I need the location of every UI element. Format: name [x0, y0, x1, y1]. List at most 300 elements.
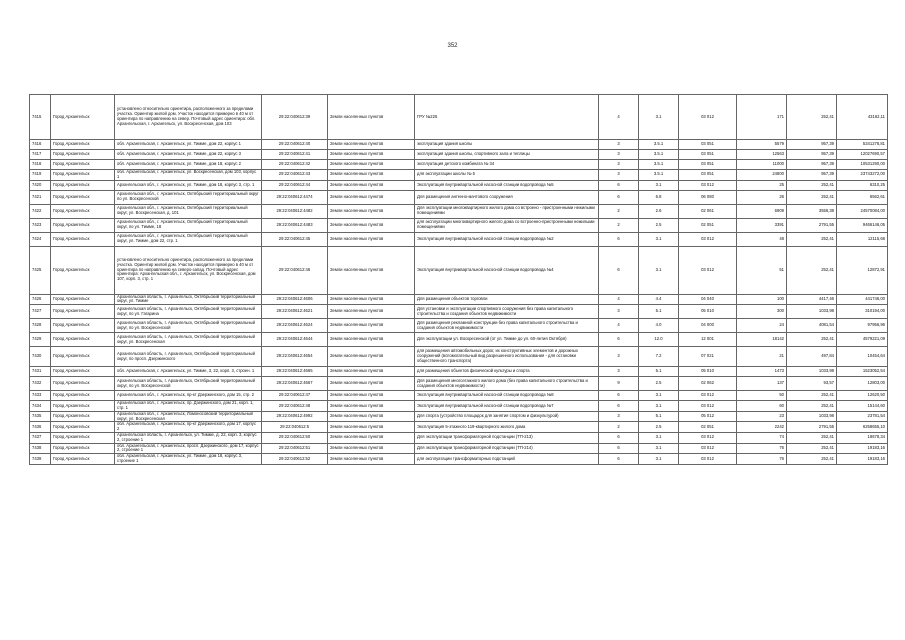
table-row: [30, 305, 888, 319]
specific-value-cell: 4417,46: [787, 294, 837, 305]
classifier-code-cell: 12 001: [679, 333, 737, 347]
address-cell: Архангельская область, г. Архангельск, Октябрьский территориальный округ, по ул. Воскресенской: [115, 377, 262, 391]
cadastral-number-cell: 29:22:040612:42: [262, 160, 328, 170]
use-code-cell: 3.1: [639, 443, 679, 454]
address-cell: Архангельская область, г. Архангельск, Октябрьский территориальный округ, ул. Воскресенская: [115, 333, 262, 347]
cadastral-value-cell: 5341278,81: [837, 140, 888, 150]
locality-cell: Город Архангельск: [51, 347, 115, 367]
use-code-cell: 12.0: [639, 333, 679, 347]
group-code-cell: 3: [599, 160, 639, 170]
cadastral-value-cell: 4579221,09: [837, 333, 888, 347]
area-cell: 18142: [737, 333, 787, 347]
use-code-cell: 7.2: [639, 347, 679, 367]
area-cell: 76: [737, 443, 787, 454]
specific-value-cell: 252,41: [787, 443, 837, 454]
cadastral-value-cell: 23781,54: [837, 411, 888, 422]
land-category-cell: Земли населенных пунктов: [328, 294, 415, 305]
area-cell: 21: [737, 347, 787, 367]
permitted-use-cell: для размещения автомобильных дорог, их конструктивных элементов и дорожных сооружений (вспомогательный вид разрешенного использования - для остановки общественного транспорта): [415, 347, 599, 367]
address-cell: обл. Архангельская, г. Архангельск, ул. Тимме, дом 22, корпус 3: [115, 150, 262, 160]
classifier-code-cell: 04 040: [679, 294, 737, 305]
record-number: 7430: [30, 347, 51, 367]
area-cell: 1473: [737, 367, 787, 377]
land-category-cell: Земли населенных пунктов: [328, 367, 415, 377]
classifier-code-cell: 05 012: [679, 411, 737, 422]
record-number: 7431: [30, 367, 51, 377]
table-row: [30, 333, 888, 347]
cadastral-value-cell: 6310,25: [837, 180, 888, 190]
specific-value-cell: 252,41: [787, 454, 837, 465]
address-cell: Архангельская обл., г. Архангельск, Октябрьский территориальный округ, ул. Тимме, дом 22, стр. 1: [115, 232, 262, 246]
table-row: [30, 294, 888, 305]
locality-cell: Город Архангельск: [51, 367, 115, 377]
cadastral-value-cell: 97956,96: [837, 319, 888, 333]
land-category-cell: Земли населенных пунктов: [328, 305, 415, 319]
cadastral-number-cell: 29:22:040612:4665: [262, 367, 328, 377]
permitted-use-cell: Эксплуатация внутриквартальной насосной станции водопровода №4: [415, 246, 599, 294]
cadastral-number-cell: 29:22:040612:52: [262, 454, 328, 465]
permitted-use-cell: Для эксплуатации трансформаторной подстанции (ТП-214): [415, 443, 599, 454]
specific-value-cell: 252,41: [787, 432, 837, 443]
classifier-code-cell: 07 021: [679, 347, 737, 367]
cadastral-number-cell: 29:22:040612:40: [262, 140, 328, 150]
table-row: [30, 422, 888, 433]
cadastral-value-cell: 12803,00: [837, 377, 888, 391]
address-cell: Архангельская область, г. Архангельск, Октябрьский территориальный округ, ул. Тимме: [115, 294, 262, 305]
record-number: 7432: [30, 377, 51, 391]
cadastral-value-cell: 12872,91: [837, 246, 888, 294]
address-cell: Архангельская область, г. Архангельск, Октябрьский территориальный округ, по просп. Дзержинского: [115, 347, 262, 367]
specific-value-cell: 4081,54: [787, 319, 837, 333]
classifier-code-cell: 03 012: [679, 454, 737, 465]
locality-cell: Город Архангельск: [51, 377, 115, 391]
area-cell: 3391: [737, 218, 787, 232]
use-code-cell: 2.5: [639, 377, 679, 391]
area-cell: 74: [737, 432, 787, 443]
classifier-code-cell: 03 051: [679, 140, 737, 150]
permitted-use-cell: Для эксплуатации трансформаторной подстанции (ТП-213): [415, 432, 599, 443]
specific-value-cell: 1033,98: [787, 411, 837, 422]
specific-value-cell: 252,41: [787, 246, 837, 294]
land-category-cell: Земли населенных пунктов: [328, 454, 415, 465]
cadastral-number-cell: 29:22:040612:46: [262, 246, 328, 294]
locality-cell: Город Архангельск: [51, 190, 115, 204]
address-cell: обл. Архангельская, г. Архангельск, пр-кт Дзержинского, дом 17, корпус 2: [115, 422, 262, 433]
permitted-use-cell: Для размещения рекламной конструкции без права капитального строительства и создания объектов недвижимости: [415, 319, 599, 333]
permitted-use-cell: эксплуатация детского комбината № 34: [415, 160, 599, 170]
specific-value-cell: 252,41: [787, 401, 837, 412]
address-cell: обл. Архангельская, г. Архангельск, ул. Тимме, дом 18, корпус 3, строение 1: [115, 454, 262, 465]
record-number: 7438: [30, 443, 51, 454]
permitted-use-cell: Эксплуатация внутриквартальной насосной станции водопровода №7: [415, 401, 599, 412]
use-code-cell: 4.4: [639, 294, 679, 305]
land-category-cell: Земли населенных пунктов: [328, 391, 415, 401]
area-cell: 24800: [737, 170, 787, 181]
use-code-cell: 3.1: [639, 95, 679, 140]
classifier-code-cell: 02 051: [679, 422, 737, 433]
record-number: 7424: [30, 232, 51, 246]
cadastral-value-cell: 43162,11: [837, 95, 888, 140]
group-code-cell: 6: [599, 432, 639, 443]
locality-cell: Город Архангельск: [51, 140, 115, 150]
classifier-code-cell: 03 012: [679, 246, 737, 294]
specific-value-cell: 957,39: [787, 170, 837, 181]
locality-cell: Город Архангельск: [51, 391, 115, 401]
land-category-cell: Земли населенных пунктов: [328, 190, 415, 204]
group-code-cell: 2: [599, 218, 639, 232]
table-row: [30, 140, 888, 150]
classifier-code-cell: 03 051: [679, 170, 737, 181]
table-row: [30, 367, 888, 377]
address-cell: обл. Архангельская, г. Архангельск, ул. Воскресенская, дом 103, корпус 1: [115, 170, 262, 181]
locality-cell: Город Архангельск: [51, 150, 115, 160]
permitted-use-cell: Для эксплуатации многоквартирного жилого дома со встроено - пристроенными нежилыми помещениями: [415, 204, 599, 218]
locality-cell: Город Архангельск: [51, 305, 115, 319]
cadastral-number-cell: 29:22:040612:43: [262, 170, 328, 181]
land-category-cell: Земли населенных пунктов: [328, 140, 415, 150]
cadastral-number-cell: 29:22:040612:4482: [262, 204, 328, 218]
cadastral-number-cell: 29:22:040612:45: [262, 232, 328, 246]
land-category-cell: Земли населенных пунктов: [328, 411, 415, 422]
specific-value-cell: 1033,98: [787, 305, 837, 319]
permitted-use-cell: Для установки и эксплуатации спортивного сооружения без права капитального строительства и создания объектов недвижимости: [415, 305, 599, 319]
area-cell: 25: [737, 180, 787, 190]
area-cell: 23: [737, 411, 787, 422]
use-code-cell: 3.5.1: [639, 170, 679, 181]
table-row: [30, 347, 888, 367]
specific-value-cell: 957,39: [787, 150, 837, 160]
record-number: 7421: [30, 190, 51, 204]
specific-value-cell: 252,41: [787, 95, 837, 140]
cadastral-number-cell: 29:22:040612:4621: [262, 305, 328, 319]
locality-cell: Город Архангельск: [51, 411, 115, 422]
group-code-cell: 3: [599, 305, 639, 319]
specific-value-cell: 2791,55: [787, 218, 837, 232]
classifier-code-cell: 03 012: [679, 443, 737, 454]
group-code-cell: 3: [599, 170, 639, 181]
locality-cell: Город Архангельск: [51, 204, 115, 218]
cadastral-number-cell: 29:22:040612:4606: [262, 294, 328, 305]
table-row: [30, 180, 888, 190]
classifier-code-cell: 02 062: [679, 377, 737, 391]
group-code-cell: 9: [599, 377, 639, 391]
group-code-cell: 6: [599, 190, 639, 204]
locality-cell: Город Архангельск: [51, 294, 115, 305]
locality-cell: Город Архангельск: [51, 232, 115, 246]
group-code-cell: 3: [599, 140, 639, 150]
group-code-cell: 6: [599, 443, 639, 454]
specific-value-cell: 3556,38: [787, 204, 837, 218]
classifier-code-cell: 06 080: [679, 190, 737, 204]
group-code-cell: 6: [599, 391, 639, 401]
table-row: [30, 319, 888, 333]
table-row: [30, 246, 888, 294]
cadastral-value-cell: 19183,16: [837, 443, 888, 454]
record-number: 7416: [30, 140, 51, 150]
cadastral-value-cell: 15144,60: [837, 401, 888, 412]
table-row: [30, 150, 888, 160]
cadastral-value-cell: 6562,61: [837, 190, 888, 204]
table-row: [30, 443, 888, 454]
locality-cell: Город Архангельск: [51, 180, 115, 190]
specific-value-cell: 252,41: [787, 333, 837, 347]
specific-value-cell: 1033,98: [787, 367, 837, 377]
cadastral-number-cell: 29:22:040612:5: [262, 422, 328, 433]
cadastral-value-cell: 24570084,00: [837, 204, 888, 218]
group-code-cell: 2: [599, 204, 639, 218]
classifier-code-cell: 03 012: [679, 432, 737, 443]
cadastral-value-cell: 12115,68: [837, 232, 888, 246]
area-cell: 11000: [737, 160, 787, 170]
group-code-cell: 6: [599, 232, 639, 246]
use-code-cell: 2.6: [639, 204, 679, 218]
use-code-cell: 4.0: [639, 319, 679, 333]
table-row: [30, 204, 888, 218]
cadastral-number-cell: 29:22:040612:39: [262, 95, 328, 140]
address-cell: Архангельская обл., г. Архангельск, Ломоносовский территориальный округ, ул. Воскресенская: [115, 411, 262, 422]
record-number: 7417: [30, 150, 51, 160]
cadastral-value-cell: 10531290,00: [837, 160, 888, 170]
specific-value-cell: 957,39: [787, 140, 837, 150]
specific-value-cell: 252,41: [787, 391, 837, 401]
address-cell: Архангельская обл., г. Архангельск, ул. Тимме, дом 18, корпус 3, стр. 1: [115, 180, 262, 190]
land-category-cell: Земли населенных пунктов: [328, 180, 415, 190]
address-cell: Архангельская обл., г. Архангельск, пр-кт Дзержинского, дом 15, стр. 2: [115, 391, 262, 401]
table-row: [30, 232, 888, 246]
cadastral-value-cell: 19183,16: [837, 454, 888, 465]
land-registry-table: [29, 94, 888, 465]
table-row: [30, 160, 888, 170]
record-number: 7415: [30, 95, 51, 140]
classifier-code-cell: 03 012: [679, 401, 737, 412]
cadastral-value-cell: 9466146,05: [837, 218, 888, 232]
classifier-code-cell: 02 051: [679, 218, 737, 232]
use-code-cell: 3.1: [639, 401, 679, 412]
locality-cell: Город Архангельск: [51, 333, 115, 347]
table-row: [30, 432, 888, 443]
locality-cell: Город Архангельск: [51, 443, 115, 454]
record-number: 7439: [30, 454, 51, 465]
land-category-cell: Земли населенных пунктов: [328, 218, 415, 232]
classifier-code-cell: 03 012: [679, 95, 737, 140]
record-number: 7428: [30, 319, 51, 333]
specific-value-cell: 252,41: [787, 232, 837, 246]
area-cell: 26: [737, 190, 787, 204]
land-category-cell: Земли населенных пунктов: [328, 95, 415, 140]
specific-value-cell: 2791,55: [787, 422, 837, 433]
permitted-use-cell: Для размещения объектов торговли: [415, 294, 599, 305]
cadastral-value-cell: 12620,50: [837, 391, 888, 401]
table-row: [30, 391, 888, 401]
cadastral-number-cell: 29:22:040612:4992: [262, 411, 328, 422]
address-cell: обл. Архангельская, г. Архангельск, ул. Тимме, дом 18, корпус 2: [115, 160, 262, 170]
cadastral-number-cell: 29:22:040612:4654: [262, 347, 328, 367]
cadastral-value-cell: 18678,34: [837, 432, 888, 443]
locality-cell: Город Архангельск: [51, 218, 115, 232]
area-cell: 137: [737, 377, 787, 391]
land-category-cell: Земли населенных пунктов: [328, 319, 415, 333]
permitted-use-cell: для эксплуатации многоквартирного жилого дома со встроенно-пристроенными нежилыми помещениями: [415, 218, 599, 232]
permitted-use-cell: Для спорта (устройство площадок для занятия спортом и физкультурой): [415, 411, 599, 422]
use-code-cell: 3.5.1: [639, 160, 679, 170]
table-row: [30, 377, 888, 391]
address-cell: Архангельская обл., г. Архангельск, Октябрьский территориальный округ, по ул. Тимме, 18: [115, 218, 262, 232]
cadastral-number-cell: 29:22:040612:44: [262, 180, 328, 190]
permitted-use-cell: Для размещения многоэтажного жилого дома (без права капитального строительства и создания объектов недвижимости): [415, 377, 599, 391]
land-category-cell: Земли населенных пунктов: [328, 160, 415, 170]
permitted-use-cell: ГРУ №225: [415, 95, 599, 140]
classifier-code-cell: 03 051: [679, 160, 737, 170]
group-code-cell: 2: [599, 422, 639, 433]
address-cell: установлено относительно ориентира, расположенного за пределами участка. Ориентир жилой дом. Участок находится примерно в 40 м от ориентира по направлению на северо-запад. Почтовый адрес ориентира: Архангельская обл., г. Архангельск, ул. Воскресенская, дом 107, корп. 3, стр. 1: [115, 246, 262, 294]
use-code-cell: 5.1: [639, 305, 679, 319]
classifier-code-cell: 05 010: [679, 367, 737, 377]
record-number: 7437: [30, 432, 51, 443]
address-cell: Архангельская обл., г. Архангельск, Октябрьский территориальный округ, ул. Воскресенская, д. 101: [115, 204, 262, 218]
permitted-use-cell: Для размещения антенно-мачтового сооружения: [415, 190, 599, 204]
group-code-cell: 3: [599, 347, 639, 367]
locality-cell: Город Архангельск: [51, 319, 115, 333]
use-code-cell: 3.1: [639, 454, 679, 465]
cadastral-value-cell: 310194,00: [837, 305, 888, 319]
area-cell: 5579: [737, 140, 787, 150]
table-row: [30, 218, 888, 232]
group-code-cell: 6: [599, 401, 639, 412]
classifier-code-cell: 05 010: [679, 305, 737, 319]
group-code-cell: 3: [599, 411, 639, 422]
record-number: 7420: [30, 180, 51, 190]
classifier-code-cell: 03 012: [679, 180, 737, 190]
group-code-cell: 6: [599, 454, 639, 465]
page-number: 352: [447, 43, 458, 49]
land-category-cell: Земли населенных пунктов: [328, 443, 415, 454]
record-number: 7429: [30, 333, 51, 347]
permitted-use-cell: Для эксплуатации ул. Воскресенской (от ул. Тимме до ул. 60-летия Октября): [415, 333, 599, 347]
classifier-code-cell: 03 051: [679, 150, 737, 160]
record-number: 7423: [30, 218, 51, 232]
table-row: [30, 95, 888, 140]
use-code-cell: 3.1: [639, 246, 679, 294]
permitted-use-cell: эксплуатация здания школы, спортивного зала и теплицы: [415, 150, 599, 160]
use-code-cell: 3.1: [639, 180, 679, 190]
table-row: [30, 190, 888, 204]
classifier-code-cell: 02 061: [679, 204, 737, 218]
locality-cell: Город Архангельск: [51, 246, 115, 294]
specific-value-cell: 93,57: [787, 377, 837, 391]
land-category-cell: Земли населенных пунктов: [328, 347, 415, 367]
cadastral-value-cell: 10454,64: [837, 347, 888, 367]
record-number: 7427: [30, 305, 51, 319]
address-cell: Архангельская область, г. Архангельск, ул. Тимме, д. 22, корп. 3, корпус 2, строение 1: [115, 432, 262, 443]
classifier-code-cell: 04 000: [679, 319, 737, 333]
group-code-cell: 6: [599, 333, 639, 347]
land-category-cell: Земли населенных пунктов: [328, 432, 415, 443]
address-cell: установлено относительно ориентира, расположенного за пределами участка. Ориентир жилой дом. Участок находится примерно в 40 м от ориентира по направлению на север. Почтовый адрес ориентира: обл. Архангельская, г. Архангельск, ул. Воскресенская, дом 103: [115, 95, 262, 140]
land-category-cell: Земли населенных пунктов: [328, 422, 415, 433]
address-cell: Архангельская область, г. Архангельск, Октябрьский территориальный округ, по ул. Гагарина: [115, 305, 262, 319]
area-cell: 50: [737, 391, 787, 401]
land-category-cell: Земли населенных пунктов: [328, 377, 415, 391]
specific-value-cell: 957,39: [787, 160, 837, 170]
table-row: [30, 401, 888, 412]
specific-value-cell: 252,41: [787, 180, 837, 190]
permitted-use-cell: для эксплуатации школы № 5: [415, 170, 599, 181]
record-number: 7422: [30, 204, 51, 218]
use-code-cell: 2.5: [639, 422, 679, 433]
area-cell: 12563: [737, 150, 787, 160]
cadastral-number-cell: 29:22:040612:4644: [262, 333, 328, 347]
cadastral-number-cell: 29:22:040612:50: [262, 432, 328, 443]
area-cell: 76: [737, 454, 787, 465]
land-category-cell: Земли населенных пунктов: [328, 232, 415, 246]
table-row: [30, 411, 888, 422]
cadastral-value-cell: 1523052,54: [837, 367, 888, 377]
land-category-cell: Земли населенных пунктов: [328, 401, 415, 412]
cadastral-number-cell: 29:22:040612:4667: [262, 377, 328, 391]
record-number: 7426: [30, 294, 51, 305]
cadastral-number-cell: 29:22:040612:41: [262, 150, 328, 160]
use-code-cell: 3.5.1: [639, 150, 679, 160]
locality-cell: Город Архангельск: [51, 170, 115, 181]
area-cell: 6909: [737, 204, 787, 218]
cadastral-number-cell: 29:22:040612:51: [262, 443, 328, 454]
group-code-cell: 6: [599, 180, 639, 190]
record-number: 7435: [30, 411, 51, 422]
record-number: 7418: [30, 160, 51, 170]
permitted-use-cell: эксплуатация здания школы: [415, 140, 599, 150]
area-cell: 2242: [737, 422, 787, 433]
land-category-cell: Земли населенных пунктов: [328, 204, 415, 218]
cadastral-value-cell: 23743272,00: [837, 170, 888, 181]
address-cell: Архангельская область, г. Архангельск, Октябрьский территориальный округ, по ул. Воскресенской: [115, 319, 262, 333]
locality-cell: Город Архангельск: [51, 160, 115, 170]
cadastral-value-cell: 12027690,57: [837, 150, 888, 160]
use-code-cell: 6.8: [639, 190, 679, 204]
land-category-cell: Земли населенных пунктов: [328, 170, 415, 181]
area-cell: 171: [737, 95, 787, 140]
cadastral-number-cell: 29:22:040612:47: [262, 391, 328, 401]
record-number: 7436: [30, 422, 51, 433]
area-cell: 24: [737, 319, 787, 333]
use-code-cell: 3.1: [639, 432, 679, 443]
group-code-cell: 3: [599, 150, 639, 160]
permitted-use-cell: Эксплуатация внутриквартальной насосной станции водопровода №8: [415, 391, 599, 401]
specific-value-cell: 497,84: [787, 347, 837, 367]
table-row: [30, 170, 888, 181]
record-number: 7425: [30, 246, 51, 294]
record-number: 7434: [30, 401, 51, 412]
use-code-cell: 5.1: [639, 411, 679, 422]
use-code-cell: 5.1: [639, 367, 679, 377]
address-cell: Архангельская обл., г. Архангельск, Октябрьский территориальный округ по ул. Воскресенской: [115, 190, 262, 204]
table-row: [30, 454, 888, 465]
locality-cell: Город Архангельск: [51, 432, 115, 443]
permitted-use-cell: Эксплуатация внутриквартальной насосной станции водопровода №2: [415, 232, 599, 246]
cadastral-value-cell: 6258655,10: [837, 422, 888, 433]
record-number: 7419: [30, 170, 51, 181]
use-code-cell: 3.1: [639, 391, 679, 401]
area-cell: 300: [737, 305, 787, 319]
record-number: 7433: [30, 391, 51, 401]
land-category-cell: Земли населенных пунктов: [328, 333, 415, 347]
group-code-cell: 3: [599, 367, 639, 377]
use-code-cell: 3.5.1: [639, 140, 679, 150]
cadastral-value-cell: 441746,00: [837, 294, 888, 305]
locality-cell: Город Архангельск: [51, 401, 115, 412]
use-code-cell: 2.5: [639, 218, 679, 232]
use-code-cell: 3.1: [639, 232, 679, 246]
permitted-use-cell: для размещения объектов физической культуры и спорта: [415, 367, 599, 377]
